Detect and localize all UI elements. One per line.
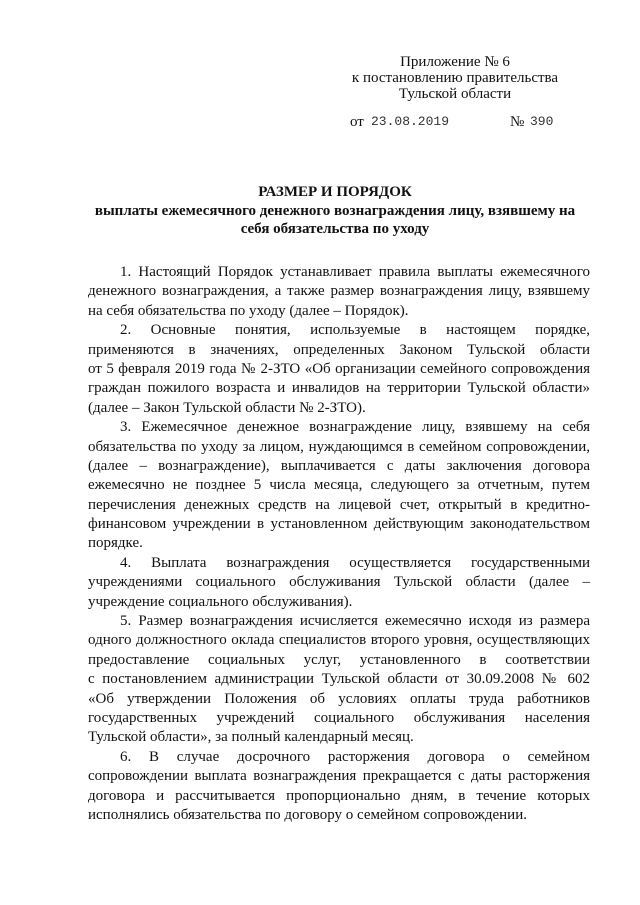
paragraph-line: денежного вознаграждения, а также размер вознаграждения лицу, взявшему [88, 283, 590, 300]
appendix-region-line: Тульской области [398, 86, 512, 102]
paragraph-line: учреждениями социального обслуживания Тульской области (далее – [88, 574, 590, 591]
paragraph-5 [88, 612, 590, 748]
paragraph-line: сопровождении выплата вознаграждения прекращается с даты расторжения [88, 768, 590, 785]
paragraph-line: 1. Настоящий Порядок устанавливает правила выплаты ежемесячного [120, 264, 590, 280]
document-subtitle-line: выплаты ежемесячного денежного вознаграждения лицу, взявшему на [94, 202, 576, 219]
paragraph-2 [88, 321, 590, 418]
paragraph-3 [88, 418, 590, 554]
resolution-date: 23.08.2019 [371, 114, 450, 129]
paragraph-line: «Об утверждении Положения об условиях оплаты труда работников [88, 690, 590, 707]
paragraph-line: граждан пожилого возраста и инвалидов на территории Тульской области» [88, 380, 590, 397]
paragraph-line: финансовом учреждении в установленном действующим законодательством [88, 516, 590, 533]
appendix-header [345, 54, 565, 102]
paragraph-line: учреждение социального обслуживания). [88, 593, 353, 610]
paragraph-6 [88, 748, 590, 826]
document-title-block [80, 183, 590, 239]
paragraph-line: перечисления денежных средств на лицевой счет, открытый в кредитно- [88, 496, 590, 513]
paragraph-line: исполнялись обязательства по договору о семейном сопровождении. [88, 806, 527, 823]
paragraph-line: 5. Размер вознаграждения исчисляется ежемесячно исходя из размера [120, 613, 590, 630]
resolution-number: 390 [530, 114, 554, 129]
paragraph-line: 6. В случае досрочного расторжения договора о семейном [120, 748, 590, 765]
paragraph-line: применяются в значениях, определенных Законом Тульской области [88, 341, 590, 358]
appendix-resolution-line: к постановлению правительства [351, 70, 559, 86]
document-body [88, 263, 590, 825]
paragraph-line: 2. Основные понятия, используемые в настоящем порядке, [120, 322, 590, 339]
paragraph-line: ежемесячно не позднее 5 числа месяца, следующего за отчетным, путем [88, 477, 590, 494]
paragraph-line: предоставление социальных услуг, установленного в соответствии [88, 651, 590, 668]
document-subtitle-line: себя обязательства по уходу [240, 221, 430, 237]
paragraph-line: с постановлением администрации Тульской области от 30.09.2008 № 602 [88, 671, 590, 688]
paragraph-line: Тульской области», за полный календарный месяц. [88, 729, 414, 746]
paragraph-line: (далее – Закон Тульской области № 2-ЗТО). [88, 399, 366, 416]
date-prefix: от [350, 114, 364, 130]
paragraph-line: от 5 февраля 2019 года № 2-ЗТО «Об организации семейного сопровождения [88, 360, 590, 377]
paragraph-line: 3. Ежемесячное денежное вознаграждение лицу, взявшему на себя [120, 419, 590, 436]
paragraph-line: (далее – вознаграждение), выплачивается с даты заключения договора [88, 457, 590, 474]
appendix-label: Приложение № 6 [400, 54, 510, 70]
resolution-date-line [0, 113, 640, 131]
paragraph-line: 4. Выплата вознаграждения осуществляется государственными [120, 554, 590, 571]
number-sign: № [510, 114, 525, 130]
paragraph-1 [88, 263, 590, 321]
paragraph-line: одного должностного оклада специалистов второго уровня, осуществляющих [88, 632, 590, 649]
document-title: РАЗМЕР И ПОРЯДОК [258, 184, 412, 200]
paragraph-line: на себя обязательства по уходу (далее – Порядок). [88, 302, 409, 319]
paragraph-4 [88, 554, 590, 612]
paragraph-line: порядке. [88, 535, 143, 552]
paragraph-line: государственных учреждений социального обслуживания населения [88, 709, 590, 726]
paragraph-line: договора и рассчитывается пропорционально дням, в течение которых [88, 787, 590, 804]
paragraph-line: обязательства по уходу за лицом, нуждающимся в семейном сопровождении, [88, 438, 590, 455]
